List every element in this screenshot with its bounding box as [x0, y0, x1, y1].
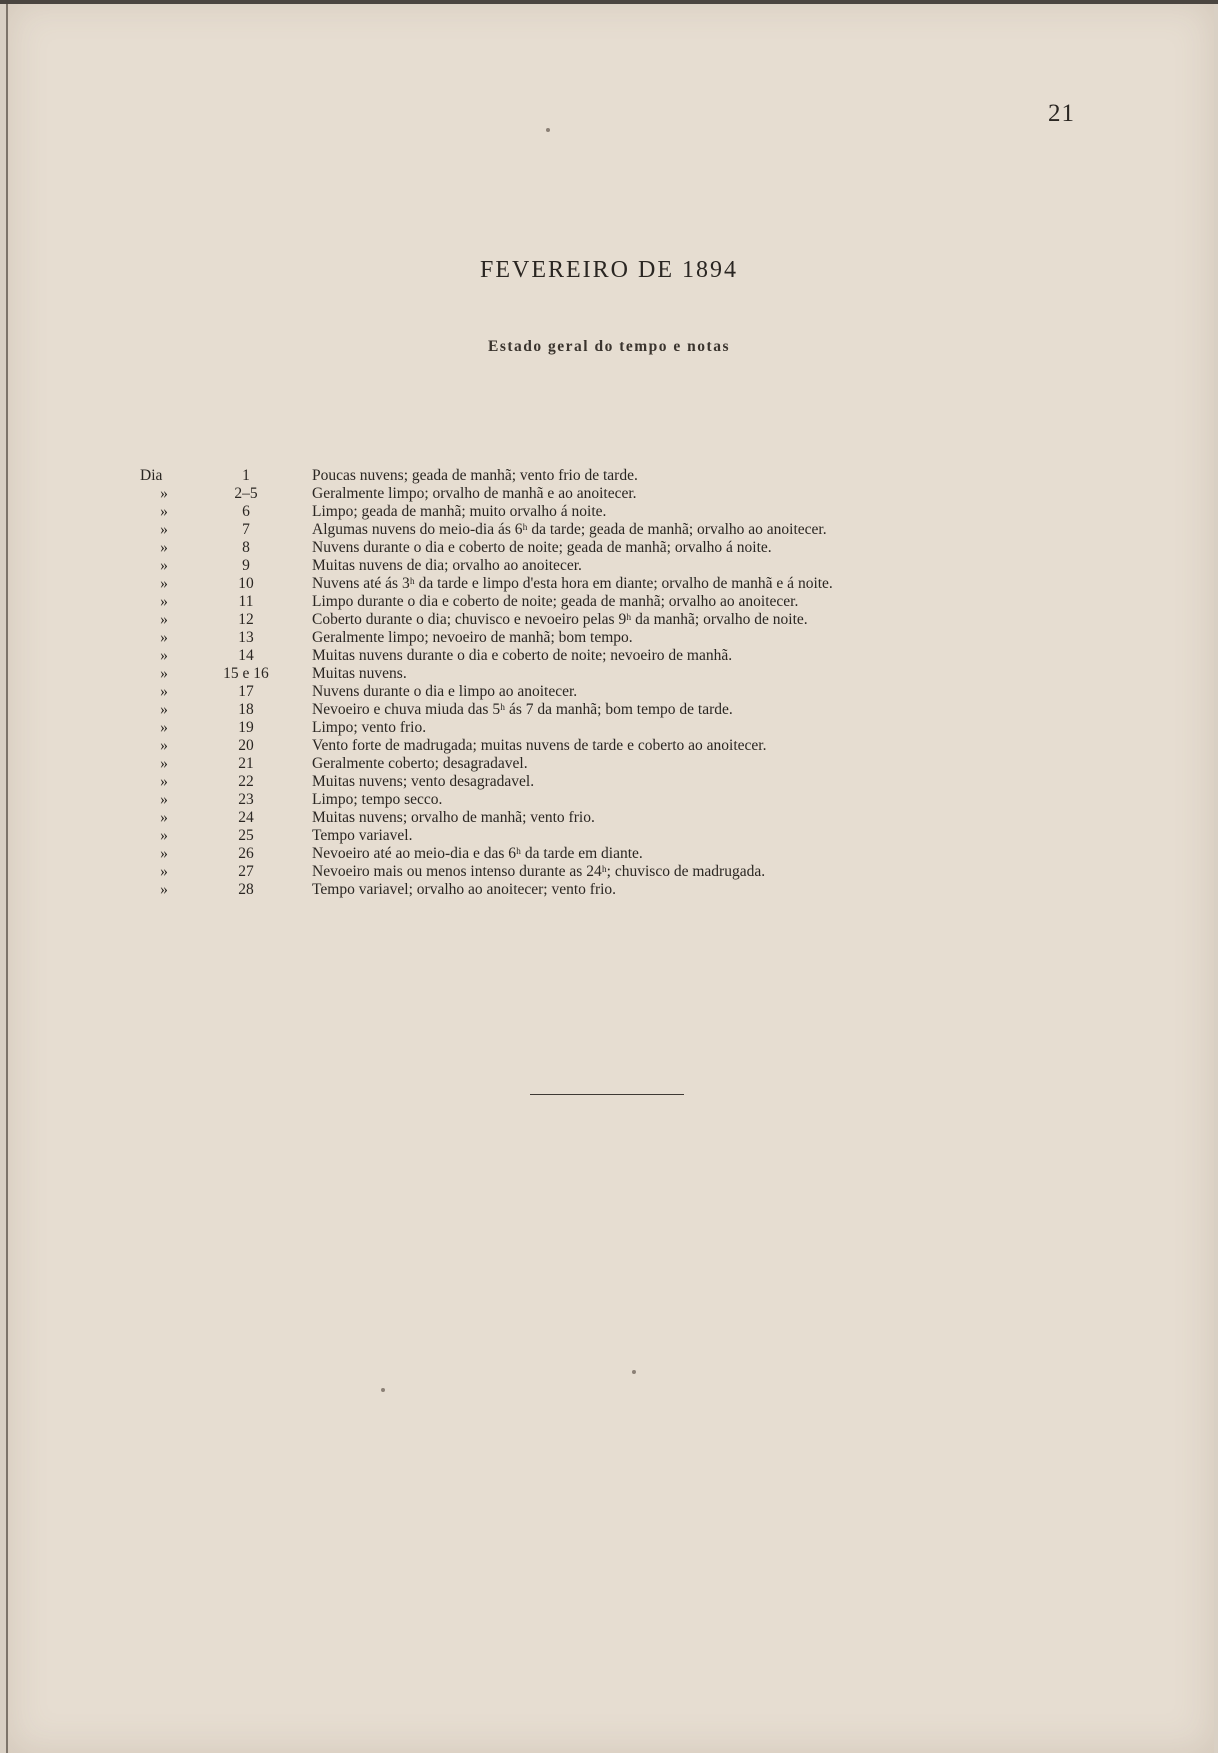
entry-note: Geralmente limpo; nevoeiro de manhã; bom tempo. [312, 629, 633, 646]
entry-day: 19 [238, 719, 254, 736]
entry-label: » [160, 647, 168, 664]
entry-note: Geralmente coberto; desagradavel. [312, 755, 528, 772]
list-item [134, 755, 1034, 773]
entry-day: 11 [238, 593, 254, 610]
entry-label: Dia [140, 467, 163, 484]
list-item [134, 557, 1034, 575]
list-item [134, 539, 1034, 557]
entry-note: Poucas nuvens; geada de manhã; vento frio de tarde. [312, 467, 638, 484]
list-item [134, 881, 1034, 899]
entry-day: 17 [238, 683, 254, 700]
paper-blemish [546, 128, 550, 132]
entry-day: 2–5 [234, 485, 258, 502]
entry-label: » [160, 755, 168, 772]
list-item [134, 845, 1034, 863]
entry-label: » [160, 845, 168, 862]
entry-note: Nuvens até ás 3ʰ da tarde e limpo d'esta hora em diante; orvalho de manhã e á noite. [312, 575, 833, 592]
page-title: FEVEREIRO DE 1894 [480, 257, 738, 283]
entry-label: » [160, 593, 168, 610]
page-top-edge [0, 0, 1218, 4]
entry-day: 20 [238, 737, 254, 754]
list-item [134, 665, 1034, 683]
list-item [134, 863, 1034, 881]
entry-day: 27 [238, 863, 254, 880]
entry-note: Nevoeiro e chuva miuda das 5ʰ ás 7 da manhã; bom tempo de tarde. [312, 701, 733, 718]
list-item [134, 737, 1034, 755]
entry-day: 28 [238, 881, 254, 898]
list-item [134, 467, 1034, 485]
list-item [134, 629, 1034, 647]
list-item [134, 611, 1034, 629]
entry-day: 21 [238, 755, 254, 772]
entry-label: » [160, 611, 168, 628]
entry-label: » [160, 809, 168, 826]
entry-label: » [160, 521, 168, 538]
entry-note: Limpo durante o dia e coberto de noite; geada de manhã; orvalho ao anoitecer. [312, 593, 799, 610]
entry-day: 18 [238, 701, 254, 718]
list-item [134, 719, 1034, 737]
paper-blemish [381, 1388, 385, 1392]
entry-day: 1 [242, 467, 250, 484]
list-item [134, 593, 1034, 611]
entry-note: Muitas nuvens durante o dia e coberto de noite; nevoeiro de manhã. [312, 647, 733, 664]
paper-blemish [632, 1370, 636, 1374]
entry-note: Tempo variavel; orvalho ao anoitecer; vento frio. [312, 881, 617, 898]
entry-day: 6 [242, 503, 250, 520]
list-item [134, 503, 1034, 521]
entry-label: » [160, 557, 168, 574]
entry-day: 13 [238, 629, 254, 646]
entry-label: » [160, 539, 168, 556]
entry-note: Muitas nuvens; orvalho de manhã; vento frio. [312, 809, 595, 826]
entry-label: » [160, 737, 168, 754]
entry-note: Nevoeiro até ao meio-dia e das 6ʰ da tarde em diante. [312, 845, 643, 862]
entry-note: Limpo; geada de manhã; muito orvalho á noite. [312, 503, 607, 520]
list-item [134, 809, 1034, 827]
entry-label: » [160, 827, 168, 844]
entry-day: 14 [238, 647, 254, 664]
entry-note: Geralmente limpo; orvalho de manhã e ao anoitecer. [312, 485, 637, 502]
closing-rule [530, 1094, 684, 1095]
list-item [134, 647, 1034, 665]
list-item [134, 827, 1034, 845]
entry-note: Algumas nuvens do meio-dia ás 6ʰ da tarde; geada de manhã; orvalho ao anoitecer. [312, 521, 827, 538]
list-item [134, 521, 1034, 539]
entry-day: 12 [238, 611, 254, 628]
entry-day: 7 [242, 521, 250, 538]
entry-label: » [160, 575, 168, 592]
entry-day: 8 [242, 539, 250, 556]
entry-day: 22 [238, 773, 254, 790]
entry-note: Nuvens durante o dia e limpo ao anoitecer. [312, 683, 578, 700]
entry-note: Nevoeiro mais ou menos intenso durante as 24ʰ; chuvisco de madrugada. [312, 863, 766, 880]
entry-label: » [160, 701, 168, 718]
list-item [134, 791, 1034, 809]
entry-note: Muitas nuvens; vento desagradavel. [312, 773, 535, 790]
list-item [134, 575, 1034, 593]
entry-day: 24 [238, 809, 254, 826]
entry-label: » [160, 881, 168, 898]
entry-label: » [160, 683, 168, 700]
list-item [134, 701, 1034, 719]
entry-note: Coberto durante o dia; chuvisco e nevoeiro pelas 9ʰ da manhã; orvalho de noite. [312, 611, 808, 628]
weather-notes-list [134, 467, 1034, 899]
entry-note: Tempo variavel. [312, 827, 413, 844]
entry-day: 25 [238, 827, 254, 844]
entry-note: Limpo; vento frio. [312, 719, 427, 736]
list-item [134, 683, 1034, 701]
entry-day: 15 e 16 [223, 665, 269, 682]
list-item [134, 485, 1034, 503]
entry-label: » [160, 791, 168, 808]
entry-label: » [160, 665, 168, 682]
entry-note: Vento forte de madrugada; muitas nuvens de tarde e coberto ao anoitecer. [312, 737, 767, 754]
entry-label: » [160, 629, 168, 646]
entry-label: » [160, 719, 168, 736]
entry-label: » [160, 485, 168, 502]
entry-day: 23 [238, 791, 254, 808]
entry-label: » [160, 863, 168, 880]
entry-label: » [160, 503, 168, 520]
list-item [134, 773, 1034, 791]
entry-note: Muitas nuvens. [312, 665, 407, 682]
entry-day: 9 [242, 557, 250, 574]
entry-label: » [160, 773, 168, 790]
entry-day: 10 [238, 575, 254, 592]
page-number: 21 [1048, 100, 1075, 127]
entry-note: Limpo; tempo secco. [312, 791, 443, 808]
page-subtitle: Estado geral do tempo e notas [488, 338, 730, 355]
entry-note: Nuvens durante o dia e coberto de noite; geada de manhã; orvalho á noite. [312, 539, 772, 556]
entry-note: Muitas nuvens de dia; orvalho ao anoitecer. [312, 557, 582, 574]
entry-day: 26 [238, 845, 254, 862]
